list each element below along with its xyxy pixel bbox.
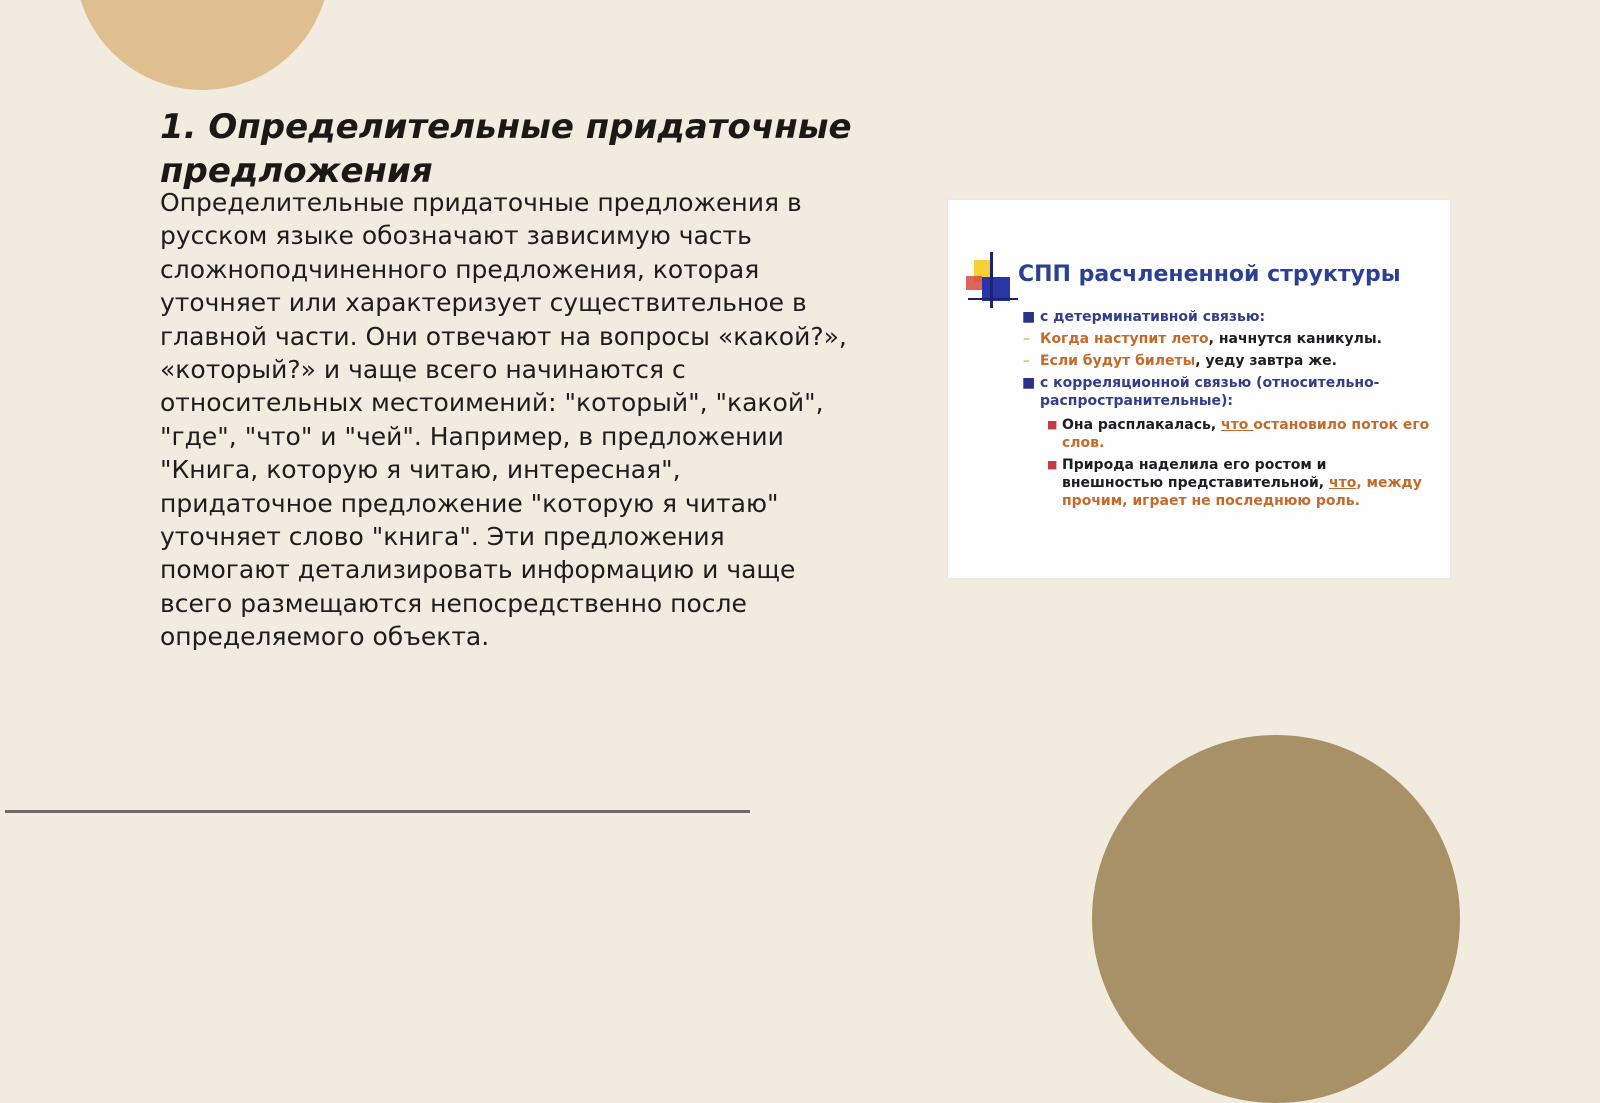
bottom-divider — [5, 810, 750, 813]
list-item-determinative — [1020, 308, 1430, 326]
sub-example-2 — [1020, 456, 1430, 510]
item-correlative-label: с корреляционной связью (относительно-распространительные): — [1040, 375, 1380, 409]
example-2-clause: Если будут билеты — [1040, 353, 1196, 369]
square-bullet-icon: ■ — [1022, 309, 1036, 325]
sub-example-1-relative-word: что — [1221, 417, 1254, 433]
small-red-bullet-icon: ■ — [1047, 418, 1058, 431]
bottom-decorative-circle — [1092, 735, 1460, 1103]
sub-example-1 — [1020, 416, 1430, 452]
small-red-bullet-icon: ■ — [1047, 458, 1058, 471]
sub-example-2-relative-word: что — [1328, 475, 1357, 491]
dash-bullet-icon: – — [1023, 353, 1030, 369]
example-1 — [1020, 330, 1430, 348]
sub-example-1-main: Она расплакалась, — [1062, 417, 1222, 433]
dash-bullet-icon: – — [1023, 331, 1030, 347]
item-determinative-label: с детерминативной связью: — [1040, 309, 1266, 325]
red-square-icon — [966, 276, 982, 290]
square-bullet-icon: ■ — [1022, 375, 1036, 391]
example-1-main: , начнутся каникулы. — [1208, 331, 1382, 347]
slide-body-text: Определительные придаточные предложения в русском языке обозначают зависимую часть сложноподчиненного предложения, которая уточняет или характеризует существительное в главной части. Они отвечают на вопросы «какой?», «который?» и чаще всего начинаются с относительных местоимений: "который", "какой", "где", "что" и "чей". Например, в предложении "Книга, которую я читаю, интересная", придаточное предложение "которую я читаю" уточняет слово "книга". Эти предложения помогают детализировать информацию и чаще всего размещаются непосредственно после определяемого объекта. — [160, 188, 847, 652]
sub-example-2-clause: , между прочим, играет не последнюю роль. — [1062, 475, 1422, 509]
embedded-slide-image — [948, 200, 1450, 578]
example-2 — [1020, 352, 1430, 370]
image-list — [1020, 308, 1430, 510]
corner-mark-icon — [966, 252, 1024, 312]
slide-title: 1. Определительные придаточные предложения — [160, 107, 852, 191]
sub-example-2-main: Природа наделила его ростом и внешностью представительной, — [1062, 457, 1329, 491]
example-1-clause: Когда наступит лето — [1040, 331, 1209, 347]
top-decorative-circle — [75, 0, 330, 90]
list-item-correlative — [1020, 374, 1430, 410]
sub-example-1-clause: остановило поток его слов. — [1062, 417, 1430, 451]
example-2-main: , уеду завтра же. — [1195, 353, 1337, 369]
image-title: СПП расчлененной структуры — [1018, 262, 1401, 287]
horizontal-line-icon — [968, 298, 1018, 300]
